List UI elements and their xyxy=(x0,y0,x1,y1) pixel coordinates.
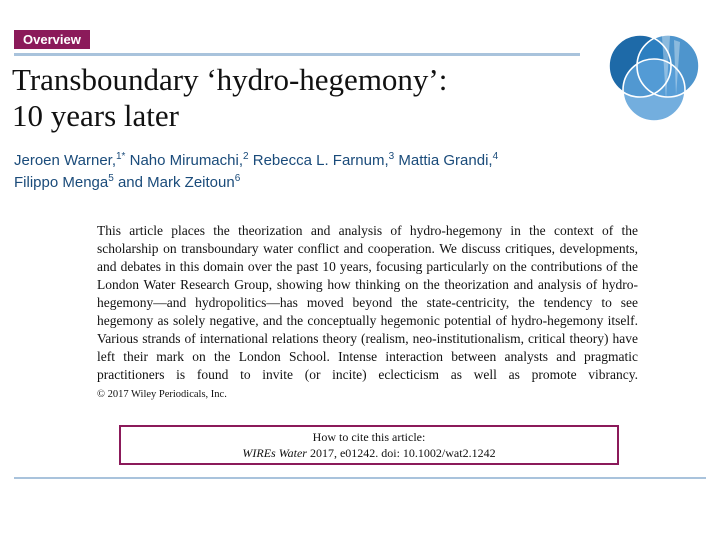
author-name[interactable]: Filippo Menga xyxy=(14,174,109,191)
footer-rule xyxy=(14,477,706,479)
article-title xyxy=(12,62,592,134)
author-name[interactable]: Jeroen Warner, xyxy=(14,152,116,169)
author-list: Jeroen Warner,$^{1*}$ Naho Mirumachi,$^2$ Rebecca L. Farnum,$^3$ Mattia Grandi,$^4$ Filippo Menga$^5$ and Mark Zeitoun$^6$ xyxy=(14,151,499,191)
author-affiliation: 4 xyxy=(492,151,499,162)
author-affiliation: 2 xyxy=(243,151,249,162)
title-line-2: 10 years later xyxy=(12,98,179,133)
title-line-1: Transboundary ‘hydro-hegemony’: xyxy=(12,62,448,97)
wires-water-logo-icon xyxy=(600,30,706,122)
abstract-text: This article places the theorization and analysis of hydro-hegemony in the context of the scholarship on transboundary water conflict and cooperation. We discuss critiques, developments, and debates in this domain over the past 10 years, focusing particularly on the contributions of the London Water Research Group, showing how thinking on the theorization and analysis of hydro-hegemony—and hydropolitics—has moved beyond the state-centricity, the tendency to see hegemony as solely negative, and the conceptually hegemonic potential of hydro-hegemony itself. Various strands of international relations theory (realism, neo-institutionalism, critical theory) have left their mark on the London School. Intense interaction between analysts and pragmatic practitioners is found to invite (or incite) eclecticism as well as promote vibrancy. xyxy=(97,223,638,382)
author-name[interactable]: Rebecca L. Farnum, xyxy=(252,152,389,169)
author-name[interactable]: Naho Mirumachi, xyxy=(129,152,243,169)
abstract xyxy=(97,222,638,404)
author-affiliation: 6 xyxy=(234,173,241,184)
author-affiliation: 3 xyxy=(388,151,395,162)
citation-heading: How to cite this article: xyxy=(312,430,426,444)
journal-name: WIREs Water xyxy=(242,446,307,460)
copyright-notice: © 2017 Wiley Periodicals, Inc. xyxy=(97,389,227,400)
citation-box xyxy=(119,425,619,465)
author-affiliation: 5 xyxy=(108,173,114,184)
header-rule xyxy=(14,53,580,56)
citation-reference xyxy=(121,445,617,461)
author-name[interactable]: Mark Zeitoun xyxy=(147,174,235,191)
citation-details[interactable]: 2017, e01242. doi: 10.1002/wat2.1242 xyxy=(306,446,496,460)
article-type-badge: Overview xyxy=(14,30,90,49)
author-name[interactable]: Mattia Grandi, xyxy=(398,152,493,169)
author-affiliation: 1* xyxy=(116,151,126,162)
